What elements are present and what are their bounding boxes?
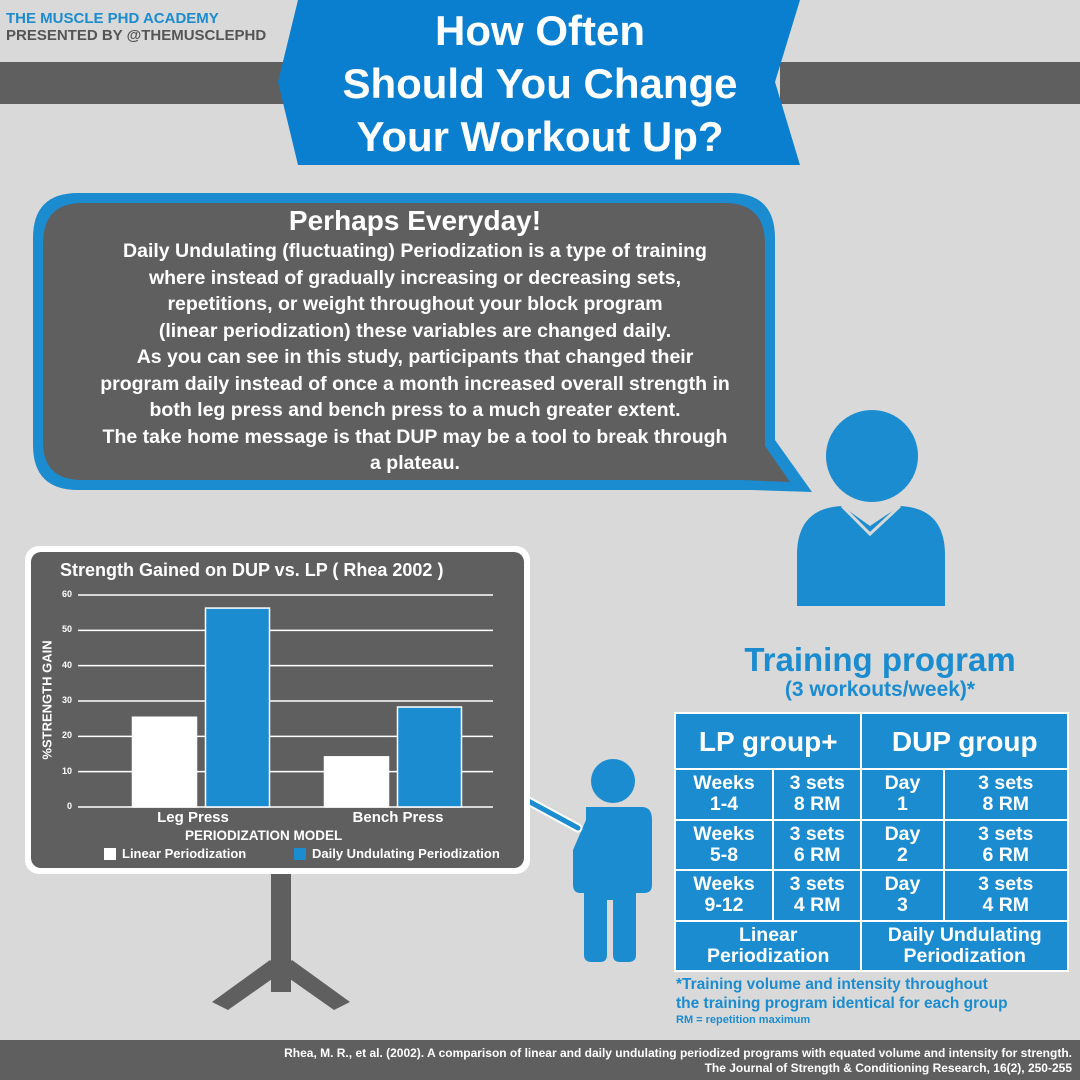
y-tick-label: 10 <box>61 765 72 776</box>
right-banner-bar <box>780 62 1080 104</box>
table-row <box>675 870 1068 921</box>
citation <box>284 1046 1072 1076</box>
table-cell: 3 sets 8 RM <box>944 769 1069 820</box>
chart-title: Strength Gained on DUP vs. LP ( Rhea 2002 ) <box>60 560 444 580</box>
citation-line-2: The Journal of Strength & Conditioning Research, 16(2), 250-255 <box>704 1061 1072 1075</box>
table-cell: Day 1 <box>861 769 943 820</box>
presenter-icon <box>573 759 652 962</box>
legend-label-linear: Linear Periodization <box>122 846 247 861</box>
table-cell: Weeks 9-12 <box>675 870 773 921</box>
lp-group-header: LP group+ <box>675 713 861 769</box>
bubble-body <box>52 238 778 477</box>
table-row <box>675 769 1068 820</box>
brand <box>6 10 266 44</box>
bubble-line: both leg press and bench press to a much greater extent. <box>149 399 681 421</box>
chart-x-axis-label: PERIODIZATION MODEL <box>185 828 343 843</box>
dup-group-header: DUP group <box>861 713 1068 769</box>
lp-footer: Linear Periodization <box>675 921 861 972</box>
legend-item-linear <box>104 846 246 861</box>
program-title: Training program <box>744 641 1016 678</box>
table-cell: 3 sets 4 RM <box>944 870 1069 921</box>
brand-presenter: PRESENTED BY @THEMUSCLEPHD <box>6 27 267 44</box>
title-line-3: Your Workout Up? <box>356 113 724 160</box>
table-cell: Day 3 <box>861 870 943 921</box>
footnote-line-1: *Training volume and intensity throughout <box>676 976 988 993</box>
page-title <box>300 4 780 163</box>
bubble-line: Daily Undulating (fluctuating) Periodization is a type of training <box>123 240 707 262</box>
easel-stand <box>212 872 350 1010</box>
title-line-1: How Often <box>435 7 645 54</box>
citation-line-1: Rhea, M. R., et al. (2002). A comparison of linear and daily undulating periodized programs with equated volume and intensity for strength. <box>284 1046 1072 1060</box>
bubble-heading: Perhaps Everyday! <box>288 205 542 236</box>
bubble-line: repetitions, or weight throughout your block program <box>167 293 663 315</box>
left-banner-bar <box>0 62 300 104</box>
table-cell: Day 2 <box>861 820 943 871</box>
y-tick-label: 0 <box>66 801 72 811</box>
table-footer-row <box>675 921 1068 972</box>
legend-item-dup <box>294 846 500 861</box>
program-table <box>674 712 1069 972</box>
brand-name: THE MUSCLE PHD ACADEMY <box>6 10 219 27</box>
dup-footer: Daily Undulating Periodization <box>861 921 1068 972</box>
y-tick-label: 50 <box>61 624 72 635</box>
bubble-line: a plateau. <box>370 452 460 474</box>
program-subtitle: (3 workouts/week)* <box>784 678 976 701</box>
table-row <box>675 820 1068 871</box>
table-header-row <box>675 713 1068 769</box>
program-footnote <box>676 975 1008 1027</box>
legend-swatch-linear <box>104 848 116 860</box>
chart-y-axis-label: %STRENGTH GAIN <box>39 640 55 760</box>
table-cell: 3 sets 4 RM <box>773 870 861 921</box>
person-icon <box>797 410 945 606</box>
bubble-line: As you can see in this study, participants that changed their <box>136 346 694 368</box>
x-category-label: Bench Press <box>352 809 444 826</box>
bubble-line: The take home message is that DUP may be a tool to break through <box>102 425 728 448</box>
bubble-text <box>52 204 778 477</box>
bubble-line: (linear periodization) these variables are changed daily. <box>158 319 672 342</box>
legend-label-dup: Daily Undulating Periodization <box>312 846 500 861</box>
y-tick-label: 40 <box>61 659 72 670</box>
y-tick-label: 30 <box>61 695 72 705</box>
table-cell: 3 sets 8 RM <box>773 769 861 820</box>
y-tick-label: 20 <box>61 730 72 741</box>
rm-note: RM = repetition maximum <box>676 1014 811 1026</box>
table-cell: Weeks 1-4 <box>675 769 773 820</box>
bubble-line: where instead of gradually increasing or decreasing sets, <box>148 266 682 289</box>
bubble-line: program daily instead of once a month increased overall strength in <box>100 372 730 395</box>
footnote-line-2: the training program identical for each group <box>676 995 1008 1012</box>
y-tick-label: 60 <box>61 589 72 599</box>
x-category-label: Leg Press <box>157 809 229 826</box>
legend-swatch-dup <box>294 848 306 860</box>
table-cell: 3 sets 6 RM <box>773 820 861 871</box>
title-line-2: Should You Change <box>342 60 738 107</box>
table-cell: Weeks 5-8 <box>675 820 773 871</box>
table-cell: 3 sets 6 RM <box>944 820 1069 871</box>
